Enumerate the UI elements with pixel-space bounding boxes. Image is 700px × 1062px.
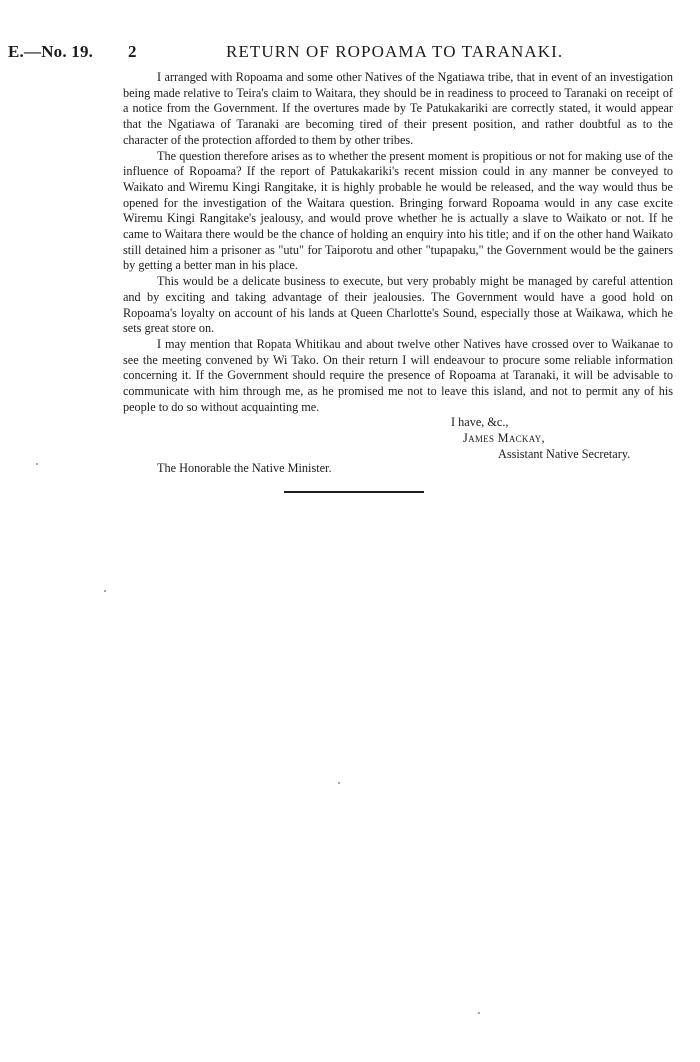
scan-speck [338,782,340,784]
page-title: RETURN OF ROPOAMA TO TARANAKI. [226,42,564,61]
end-rule [284,491,424,493]
page-number: 2 [128,42,137,61]
scan-speck [36,463,38,465]
scan-speck [104,590,106,592]
paragraph: The question therefore arises as to whether the present moment is propitious or not for making use of the influence of Ropoama? If the report of Patukakariki's recent mission could in any manner be conveyed to Waikato and Wiremu Kingi Rangitake, it is highly probable he would be released, and the way would thus be opened for the investigation of the Waitara question. Bringing forward Ropoama would in any case excite Wiremu Kingi Rangitake's jealousy, and would prove whether he is actually a slave to Waikato or not. If he came to Waitara there would be the chance of holding an enquiry into his title; and if on the other hand Waikato still detained him a prisoner as "utu" for Taiporotu and other "tupapaku," the Government would be the gainers by getting a better man in his place. [123,148,673,273]
page-header [0,42,700,62]
letter-closing [123,415,673,477]
document-reference: E.—No. 19. [8,42,94,61]
addressee: The Honorable the Native Minister. [157,461,332,476]
signatory-name: James Mackay, [463,431,545,446]
paragraph: I arranged with Ropoama and some other Natives of the Ngatiawa tribe, that in event of an investigation being made relative to Teira's claim to Waitara, they should be in readiness to proceed to Taranaki on receipt of a notice from the Government. If the overtures made by Te Patukakariki are correctly stated, it would appear that the Ngatiawa of Taranaki are becoming tired of their present position, and rather doubtful as to the character of the protection afforded to them by other tribes. [123,70,673,147]
salutation: I have, &c., [451,415,509,430]
paragraph: This would be a delicate business to execute, but very probably might be managed by careful attention and by exciting and taking advantage of their jealousies. The Government would have a good hold on Ropoama's loyalty on account of his lands at Queen Charlotte's Sound, especially those at Waikawa, which he sets great store on. [123,274,673,336]
paragraph: I may mention that Ropata Whitikau and about twelve other Natives have crossed over to Waikanae to see the meeting convened by Wi Tako. On their return I will endeavour to procure some reliable information concerning it. If the Government should require the presence of Ropoama at Taranaki, it will be advisable to communicate with him through me, as he promised me not to leave this island, and not to permit any of his people to do so without acquainting me. [123,336,673,414]
scan-speck [478,1012,480,1014]
letter-body [123,70,673,477]
signatory-position: Assistant Native Secretary. [498,446,631,461]
